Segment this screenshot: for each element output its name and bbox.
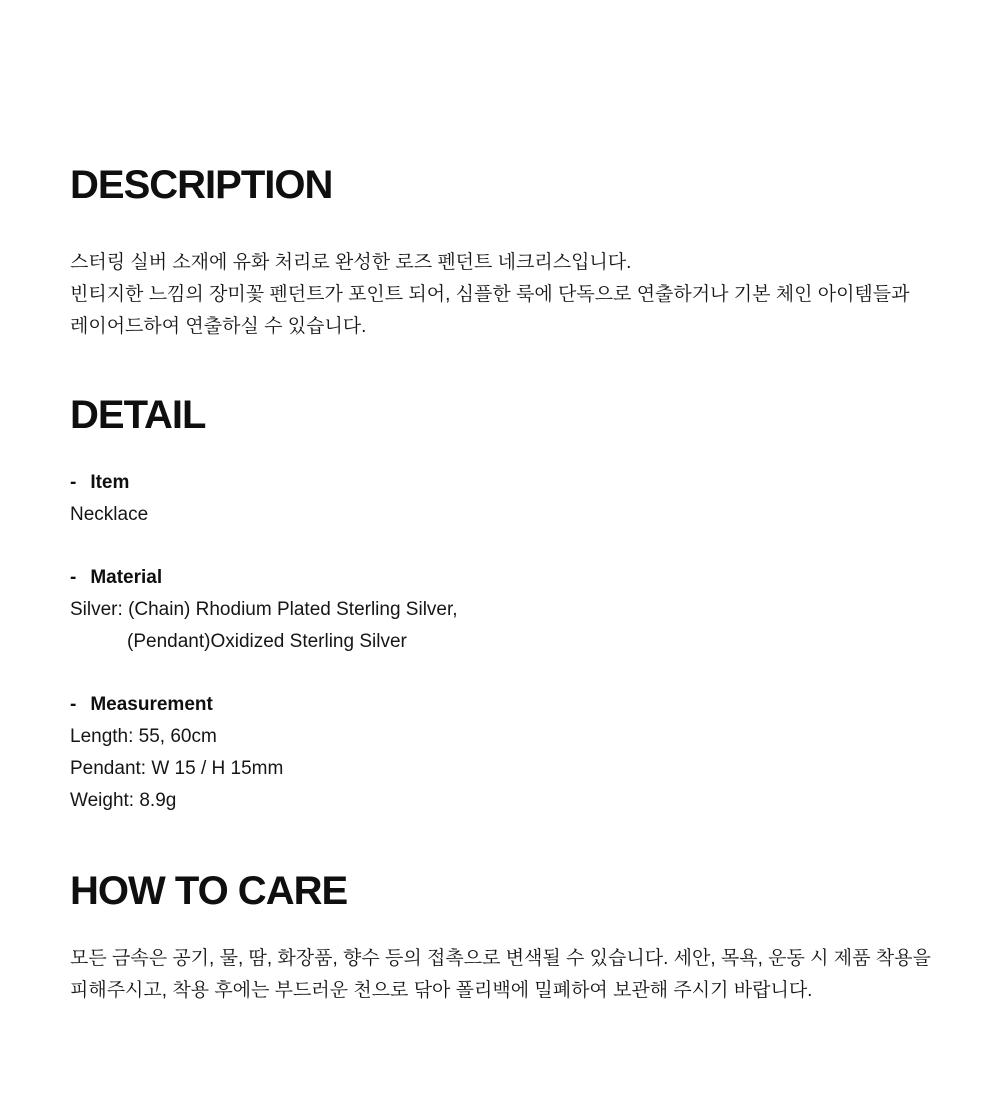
detail-item-value: Necklace [70,504,149,525]
detail-item-label [70,467,930,499]
bullet-dash: - [70,567,77,588]
detail-label-text: Measurement [90,694,213,715]
detail-label-text: Material [90,567,163,588]
description-line: 스터링 실버 소재에 유화 처리로 완성한 로즈 펜던트 네크리스입니다. [70,252,632,273]
care-paragraph [70,943,930,1007]
bullet-dash: - [70,472,77,493]
description-paragraph [70,247,930,343]
description-line: 빈티지한 느낌의 장미꽃 펜던트가 포인트 되어, 심플한 룩에 단독으로 연출하거나 기본 체인 아이템들과 [70,284,910,305]
detail-label-text: Item [90,472,130,493]
detail-item-block [70,467,930,531]
detail-measurement-length: Length: 55, 60cm [70,726,217,747]
detail-material-block [70,562,930,658]
detail-heading: DETAIL [70,393,206,437]
detail-measurement-block [70,689,930,817]
description-line: 레이어드하여 연출하실 수 있습니다. [70,316,367,337]
how-to-care-heading: HOW TO CARE [70,869,348,913]
care-line: 피해주시고, 착용 후에는 부드러운 천으로 닦아 폴리백에 밀폐하여 보관해 주시기 바랍니다. [70,980,813,1001]
detail-measurement-label [70,689,930,721]
care-line: 모든 금속은 공기, 물, 땀, 화장품, 향수 등의 접촉으로 변색될 수 있습니다. 세안, 목욕, 운동 시 제품 착용을 [70,948,931,969]
detail-material-label [70,562,930,594]
detail-measurement-pendant: Pendant: W 15 / H 15mm [70,758,284,779]
bullet-dash: - [70,694,77,715]
detail-measurement-weight: Weight: 8.9g [70,790,177,811]
description-heading: DESCRIPTION [70,163,333,207]
detail-material-value: Silver: (Chain) Rhodium Plated Sterling Silver, [70,599,458,620]
detail-material-value: (Pendant)Oxidized Sterling Silver [127,631,407,652]
